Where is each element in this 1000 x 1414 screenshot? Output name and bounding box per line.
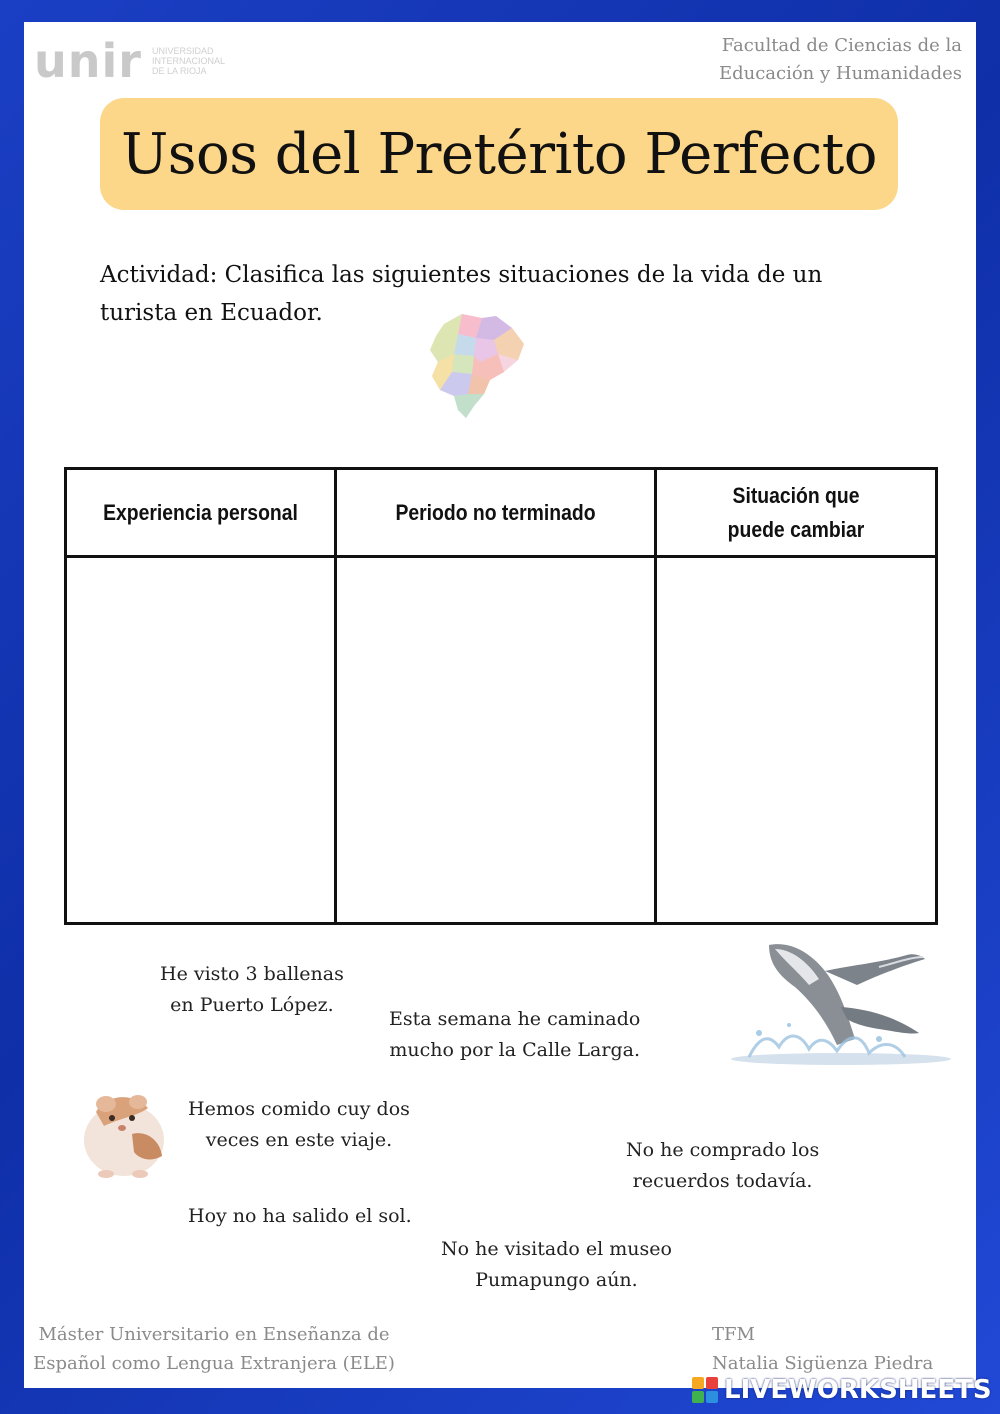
liveworksheets-badge[interactable] [692, 1374, 992, 1406]
table-header-row [67, 470, 935, 558]
logo-sub-line: UNIVERSIDAD [151, 46, 214, 56]
ecuador-map-icon [424, 310, 534, 422]
table-body-row [67, 558, 935, 922]
draggable-phrase[interactable] [188, 1201, 412, 1232]
liveworksheets-logo-icon [692, 1377, 718, 1403]
draggable-phrase[interactable] [160, 959, 344, 1021]
header-experiencia-personal [83, 470, 318, 555]
draggable-phrase[interactable] [188, 1094, 410, 1156]
drop-zone-periodo-no-terminado[interactable] [337, 558, 657, 922]
header-cell [657, 470, 935, 555]
drop-zone-situacion-que-puede-cambiar[interactable] [657, 558, 935, 922]
header-label: Situación que [732, 482, 860, 508]
phrase-line: No he visitado el museo [441, 1238, 672, 1260]
liveworksheets-text: LIVEWORKSHEETS [724, 1375, 992, 1405]
unir-logo [34, 34, 225, 88]
guinea-pig-icon [76, 1082, 171, 1182]
footer-line: Natalia Sigüenza Piedra [712, 1353, 934, 1374]
phrase-line: veces en este viaje. [205, 1129, 393, 1151]
logo-word: unir [34, 34, 142, 88]
header-label: Experiencia personal [103, 499, 298, 525]
whale-icon [729, 937, 954, 1072]
logo-sub-line: INTERNACIONAL [151, 56, 225, 66]
footer-line: Español como Lengua Extranjera (ELE) [33, 1353, 395, 1374]
draggable-phrase[interactable] [441, 1234, 672, 1296]
phrase-line: Esta semana he caminado [389, 1008, 641, 1030]
drop-zone-experiencia-personal[interactable] [67, 558, 337, 922]
header-label: puede cambiar [727, 516, 865, 542]
draggable-phrase[interactable] [389, 1004, 640, 1066]
phrase-line: mucho por la Calle Larga. [389, 1039, 640, 1061]
classification-table [64, 467, 938, 925]
instruction-line: Actividad: Clasifica las siguientes situaciones de la vida de un [100, 262, 823, 288]
worksheet-page [24, 22, 976, 1388]
faculty-line: Facultad de Ciencias de la [721, 35, 962, 56]
faculty-line: Educación y Humanidades [718, 63, 962, 84]
phrase-line: No he comprado los [626, 1139, 820, 1161]
page-title: Usos del Pretérito Perfecto [121, 121, 877, 187]
phrase-line: He visto 3 ballenas [160, 963, 344, 985]
header-situacion-que-puede-cambiar [674, 470, 919, 555]
logo-sub-line: DE LA RIOJA [151, 66, 207, 76]
title-banner [100, 98, 898, 210]
draggable-phrase[interactable] [626, 1135, 819, 1197]
phrase-line: recuerdos todavía. [632, 1170, 813, 1192]
footer-line: TFM [712, 1324, 755, 1345]
phrase-line: Hemos comido cuy dos [188, 1098, 410, 1120]
phrase-line: Pumapungo aún. [475, 1269, 638, 1291]
footer-program [24, 1320, 404, 1378]
logo-subtitle [152, 46, 225, 76]
faculty-label [719, 32, 962, 88]
footer-line: Máster Universitario en Enseñanza de [38, 1324, 390, 1345]
header-label: Periodo no terminado [395, 499, 596, 525]
phrase-line: en Puerto López. [170, 994, 334, 1016]
header-cell [67, 470, 337, 555]
instruction-line: turista en Ecuador. [100, 300, 323, 326]
footer-author [712, 1320, 933, 1378]
header-cell [337, 470, 657, 555]
header-periodo-no-terminado [356, 470, 635, 555]
phrase-line: Hoy no ha salido el sol. [188, 1205, 412, 1227]
